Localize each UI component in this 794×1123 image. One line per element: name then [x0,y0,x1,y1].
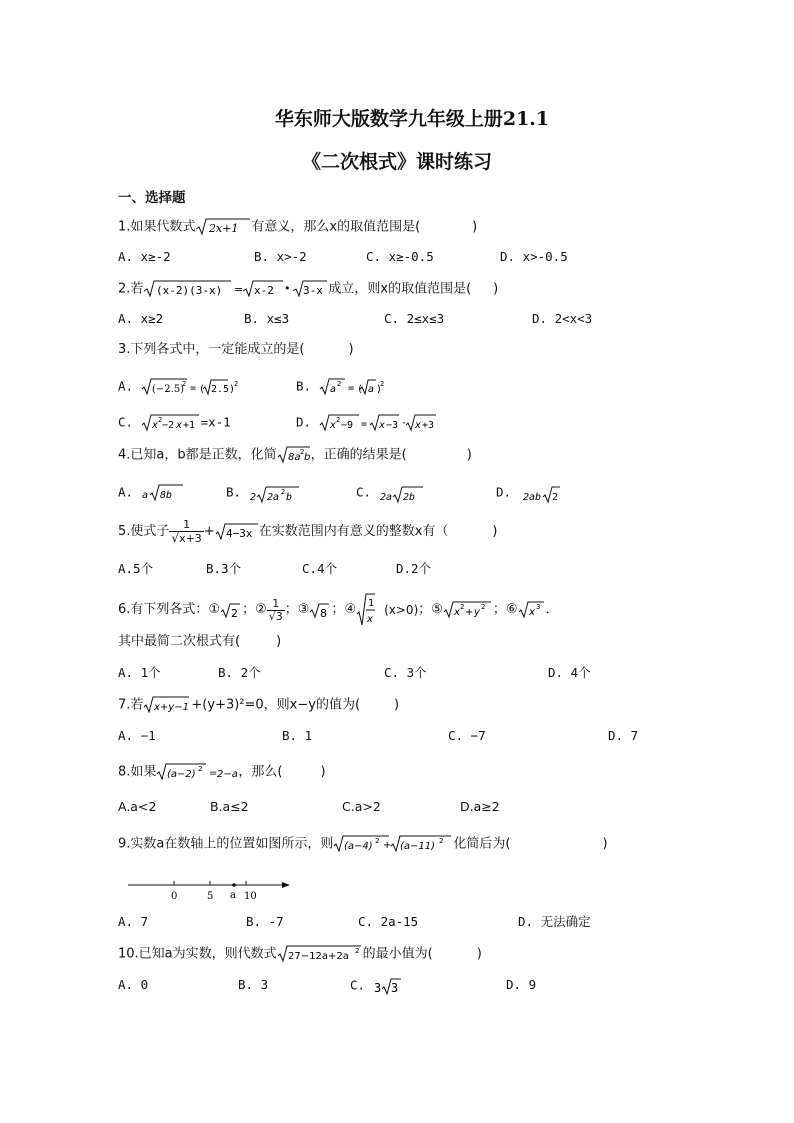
svg-text:2: 2 [249,492,256,503]
svg-text:=: = [347,383,354,394]
question-8: 8.如果 (a−2) 2 = 2−a ，那么( ) [118,762,326,782]
option-10d[interactable]: D. 9 [506,977,537,992]
option-9b[interactable]: B. -7 [246,914,284,929]
svg-text:2: 2 [354,947,360,955]
question-text: 其中最简二次根式有( [118,634,241,649]
svg-text:2: 2 [335,416,340,424]
question-text: 3.下列各式中，一定能成立的是( [118,342,305,357]
question-text: 6.有下列各式：① [118,602,221,617]
svg-text:•: • [284,282,291,295]
svg-text:2−a: 2−a [217,769,239,780]
svg-text:(a−11): (a−11) [400,841,436,852]
question-5: 5.使式子 $\frac{1}{√x+3}$ + 4−3x 在实数范围内有意义的整数x有（ ) [118,518,498,545]
sqrt-expression [277,944,363,964]
option-5a[interactable]: A.5个 [118,561,154,576]
option-1d[interactable]: D. x>-0.5 [500,249,568,264]
question-4: 4.已知a，b都是正数，化简 8a 2 b ，正确的结果是( ) [118,445,472,465]
question-9: 9.实数a在数轴上的位置如图所示，则 (a−4) 2 + (a−11) 2 化简后为( ) [118,834,608,854]
question-10: 10.已知a为实数，则代数式 27−12a+2a 2 的最小值为( ) [118,944,482,964]
option-2b[interactable]: B. x≤3 [244,311,290,326]
svg-text:2: 2 [375,837,380,845]
option-8c[interactable]: C.a>2 [342,799,381,814]
option-7b[interactable]: B. 1 [282,728,313,743]
sqrt-expression [215,522,259,542]
question-text: 7.若 [118,697,144,713]
svg-text:+1: +1 [182,420,195,431]
sqrt-expression [319,413,437,433]
sqrt-expression [356,592,376,628]
svg-text:a: a [141,490,148,501]
svg-text:x: x [367,614,374,625]
svg-text:3: 3 [390,981,398,995]
svg-text:3-x: 3-x [303,284,324,297]
sqrt-expression [249,483,301,503]
svg-text:−3: −3 [385,420,398,431]
svg-text:x: x [528,607,535,618]
svg-text:1: 1 [368,598,375,609]
question-text: 的最小值为( [362,946,433,962]
svg-text:+: + [464,607,474,618]
svg-text:+3: +3 [421,420,434,431]
sqrt-expression [319,377,383,397]
svg-text:−9: −9 [340,420,353,431]
svg-text:8a: 8a [287,452,301,463]
svg-text:2.5: 2.5 [210,384,229,395]
option-10a[interactable]: A. 0 [118,977,149,992]
svg-text:2: 2 [551,492,558,503]
question-text: 4.已知a，b都是正数，化简 [118,447,277,463]
question-text: 在实数范围内有意义的整数x有（ [258,524,449,539]
option-1b[interactable]: B. x>-2 [254,249,307,264]
option-2a[interactable]: A. x≥2 [118,311,164,326]
svg-text:−2: −2 [161,420,174,431]
svg-text:=: = [234,283,244,296]
svg-text:(−2.5): (−2.5) [151,384,184,395]
svg-text:27−12a+2a: 27−12a+2a [287,951,349,962]
svg-text:b: b [303,452,310,463]
option-5c[interactable]: C.4个 [302,561,338,576]
svg-text:y: y [473,607,480,618]
question-text: 有意义，那么x的取值范围是( [251,219,421,235]
option-4b[interactable]: B. 2 2a 2 b [226,483,301,503]
sqrt-expression [141,377,241,397]
question-text: 成立，则x的取值范围是( [328,281,472,297]
svg-text:2: 2 [233,380,238,388]
svg-text:x-2: x-2 [254,284,275,297]
question-text: 2.若 [118,281,144,297]
svg-text:x: x [453,607,460,618]
svg-text:2: 2 [336,380,341,388]
question-6-line2: 其中最简二次根式有( ) [118,634,282,649]
svg-text:3: 3 [373,981,381,995]
option-8a[interactable]: A.a<2 [118,799,157,814]
svg-text:(: ( [198,384,205,395]
option-5d[interactable]: D.2个 [396,561,432,576]
sqrt-expression [309,600,331,620]
svg-text:(x-2)(3-x): (x-2)(3-x) [156,284,223,297]
option-9a[interactable]: A. 7 [118,914,149,929]
question-text: 10.已知a为实数，则代数式 [118,946,277,962]
question-text: 5.使式子 [118,524,170,539]
svg-text:2x+1: 2x+1 [209,222,239,235]
question-text: 化简后为( [453,836,511,852]
svg-text:2: 2 [198,765,203,773]
option-3c[interactable]: C. x 2 −2 x +1 =x-1 [118,414,231,431]
axis-label-a: a [230,890,236,901]
question-text: 8.如果 [118,764,157,780]
sqrt-expression [443,600,493,620]
option-2d[interactable]: D. 2<x<3 [532,311,593,326]
svg-text:2: 2 [480,603,486,611]
svg-text:2: 2 [379,380,384,388]
svg-text:8b: 8b [159,490,172,501]
option-8b[interactable]: B.a≤2 [210,799,249,814]
question-7: 7.若 x+y−1 +(y+3)²=0，则x−y的值为( ) [118,695,399,715]
option-4d[interactable]: D. 2ab 2 [496,483,561,503]
svg-text:x: x [151,420,158,431]
question-3: 3.下列各式中，一定能成立的是( ) [118,342,354,357]
svg-text:+: + [383,840,392,851]
arrow-icon [282,882,290,888]
question-text: ，正确的结果是( [310,447,407,463]
option-6a[interactable]: A. 1个 [118,665,161,680]
option-3b[interactable]: B. a 2 = ( a ) 2 [296,378,384,395]
option-7d[interactable]: D. 7 [608,728,639,743]
option-8d[interactable]: D.a≥2 [460,799,500,814]
question-6: 6.有下列各式：① 2 ； ② $\frac{1}{√3}$ ； ③ 8 ； ④ 1 x (x>0) ； ⑤ x 2 + y 2 ； ⑥ x 3 ． [118,590,559,630]
svg-text:a: a [367,384,374,395]
svg-text:b: b [285,492,292,503]
option-7a[interactable]: A. −1 [118,728,156,743]
sqrt-expression [333,834,453,854]
svg-text:2b: 2b [402,492,415,503]
sqrt-expression [518,600,546,620]
sqrt-expression [141,483,187,503]
option-5b[interactable]: B.3个 [206,561,242,576]
question-text: 1.如果代数式 [118,219,196,235]
fraction: $\frac{1}{√x+3}$ [171,518,202,545]
svg-text:2ab: 2ab [522,492,541,503]
number-line-diagram [124,874,294,904]
question-text: +(y+3)²=0，则x−y的值为( [191,697,361,713]
svg-text:=: = [209,768,218,779]
svg-text:2a: 2a [379,492,392,503]
svg-text:4−3x: 4−3x [225,527,253,540]
section-heading: 一、选择题 [118,190,186,206]
point-a [232,883,236,887]
option-6d[interactable]: D. 4个 [548,665,591,680]
svg-text:·: · [400,418,407,429]
svg-text:x: x [378,420,385,431]
option-6b[interactable]: B. 2个 [218,665,261,680]
question-text: ，那么( [238,764,283,780]
svg-text:x: x [329,420,336,431]
option-1c[interactable]: C. x≥-0.5 [366,249,434,264]
option-10c[interactable]: C. 3 3 [350,976,403,996]
svg-text:2: 2 [280,488,285,496]
sqrt-expression [220,600,242,620]
svg-text:2a: 2a [266,492,279,503]
svg-text:8: 8 [320,607,328,620]
axis-label-0: 0 [171,891,178,902]
svg-text:2: 2 [459,603,465,611]
option-6c[interactable]: C. 3个 [384,665,427,680]
svg-text:): ) [375,384,382,395]
svg-text:a: a [329,384,336,395]
svg-text:): ) [228,384,235,395]
question-1: 1.如果代数式 2x+1 有意义，那么x的取值范围是( ) [118,217,477,237]
sqrt-expression [519,483,561,503]
option-9c[interactable]: C. 2a-15 [358,914,419,929]
sqrt-expression [141,413,201,433]
page-subtitle: 《二次根式》课时练习 [301,151,492,173]
option-10b[interactable]: B. 3 [238,977,269,992]
sqrt-expression [143,695,191,715]
svg-text:x: x [175,420,182,431]
svg-text:2: 2 [231,607,239,620]
svg-text:(a−4): (a−4) [344,841,374,852]
question-text: 9.实数a在数轴上的位置如图所示，则 [118,836,334,852]
svg-text:x+y−1: x+y−1 [154,702,190,713]
svg-text:=: = [189,383,196,394]
page-title: 华东师大版数学九年级上册21.1 [274,108,550,130]
sqrt-expression [156,762,238,782]
svg-text:2: 2 [157,416,162,424]
svg-text:(: ( [356,384,363,395]
svg-text:2: 2 [181,380,186,388]
question-2: 2.若 (x-2)(3-x) = x-2 • 3-x 成立，则x的取值范围是( ) [118,279,498,299]
fraction: $\frac{1}{√3}$ [268,596,283,623]
option-2c[interactable]: C. 2≤x≤3 [384,311,445,326]
option-4a[interactable]: A. a 8b [118,483,187,503]
option-7c[interactable]: C. −7 [448,728,486,743]
option-9d[interactable]: D. 无法确定 [518,914,591,929]
svg-text:2: 2 [439,837,444,845]
option-1a[interactable]: A. x≥-2 [118,249,171,264]
axis-label-10: 10 [244,891,257,902]
sqrt-expression [277,445,311,465]
option-3a[interactable]: A. (−2.5) 2 = ( 2.5 ) 2 [118,377,241,397]
sqrt-expression [143,279,328,299]
svg-text:(a−2): (a−2) [167,769,197,780]
svg-text:3: 3 [535,603,541,611]
option-4c[interactable]: C. 2a 2b [356,483,425,503]
sqrt-expression [373,976,403,996]
sqrt-expression [195,217,251,237]
option-3d[interactable]: D. x 2 −9 = x −3 · x +3 [296,413,437,433]
svg-text:2: 2 [299,448,305,456]
svg-text:x: x [414,420,421,431]
axis-label-5: 5 [207,891,214,902]
svg-text:=: = [360,419,367,430]
sqrt-expression [379,483,425,503]
